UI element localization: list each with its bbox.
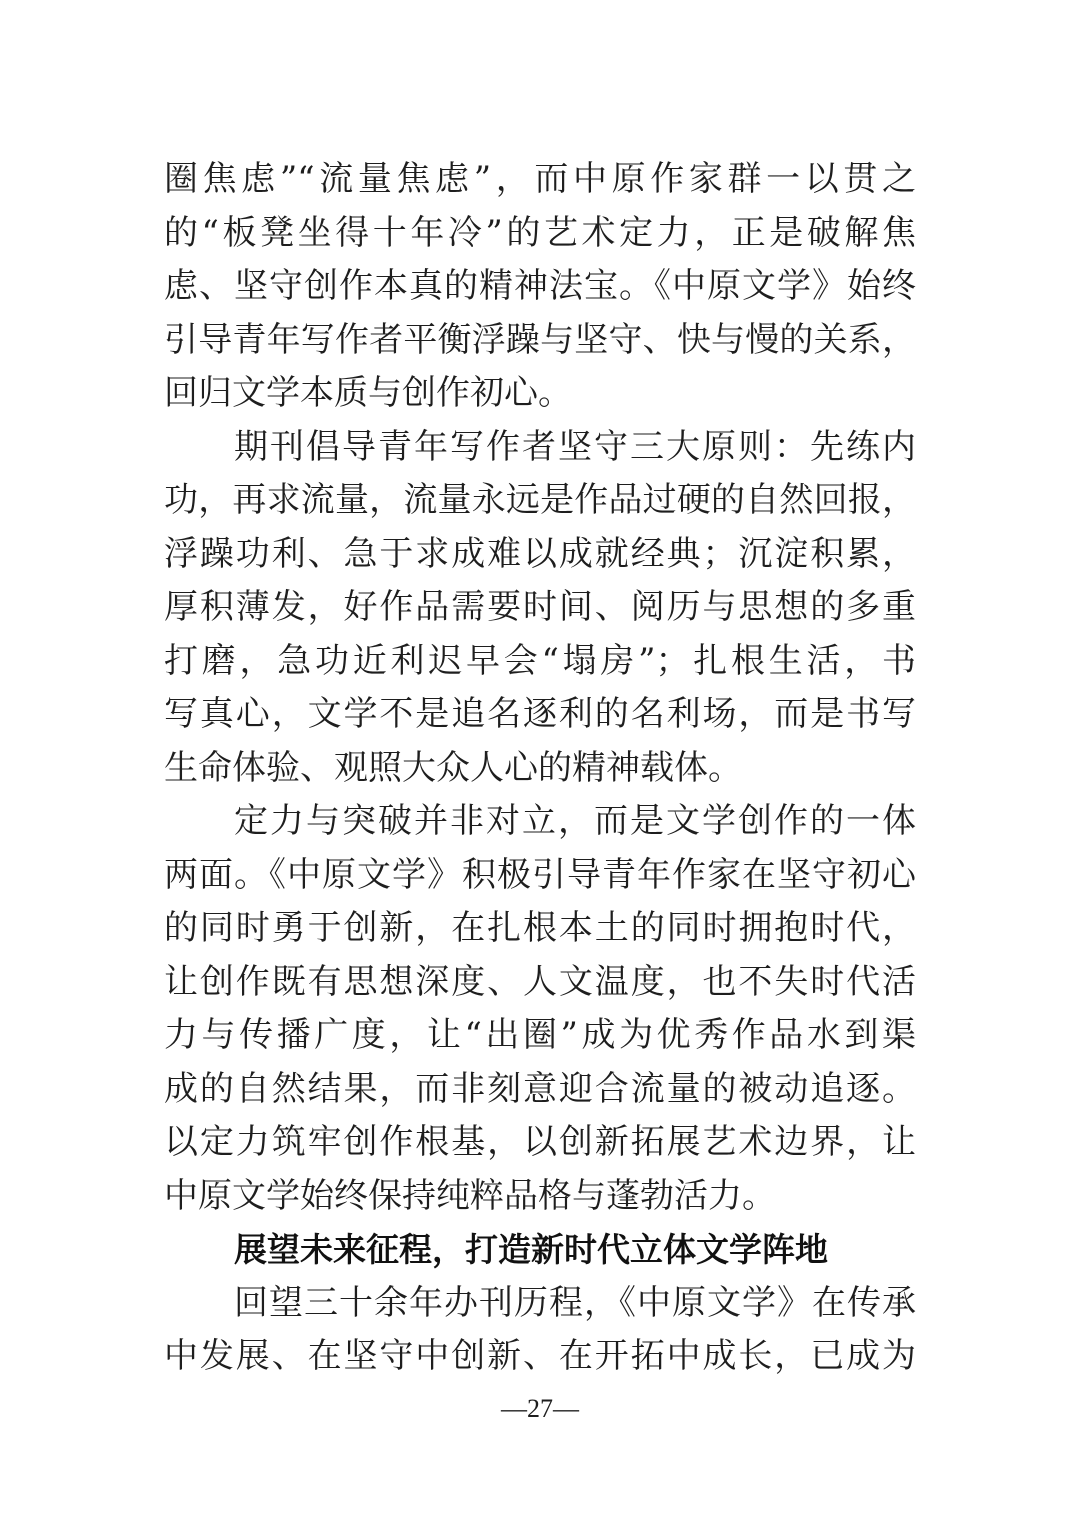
text-line: 的“板凳坐得十年冷”的艺术定力，正是破解焦 [164, 212, 916, 253]
article-body [164, 153, 916, 1384]
text-line: 以定力筑牢创作根基，以创新拓展艺术边界，让 [164, 1122, 916, 1162]
text-line: 功，再求流量，流量永远是作品过硬的自然回报， [164, 480, 916, 520]
text-line: 浮躁功利、急于求成难以成就经典；沉淀积累， [164, 533, 916, 574]
text-line: 中发展、在坚守中创新、在开拓中成长，已成为 [164, 1336, 916, 1376]
text-line: 引导青年写作者平衡浮躁与坚守、快与慢的关系， [164, 319, 916, 360]
text-line: 两面。《中原文学》积极引导青年作家在坚守初心 [164, 854, 916, 895]
text-line: 打磨，急功近利迟早会“塌房”；扎根生活，书 [164, 640, 916, 681]
text-line: 厚积薄发，好作品需要时间、阅历与思想的多重 [164, 587, 916, 627]
text-line: 成的自然结果，而非刻意迎合流量的被动追逐。 [164, 1068, 916, 1109]
text-line: 中原文学始终保持纯粹品格与蓬勃活力。 [164, 1175, 776, 1216]
text-line: 让创作既有思想深度、人文温度，也不失时代活 [164, 961, 916, 1002]
text-line: 力与传播广度，让“出圈”成为优秀作品水到渠 [164, 1015, 916, 1055]
text-line: 虑、坚守创作本真的精神法宝。《中原文学》始终 [164, 266, 916, 306]
paragraph-first-line: 期刊倡导青年写作者坚守三大原则：先练内 [234, 426, 916, 467]
text-line: 回归文学本质与创作初心。 [164, 373, 572, 413]
paragraph-first-line: 回望三十余年办刊历程，《中原文学》在传承 [234, 1282, 916, 1323]
section-heading: 展望未来征程，打造新时代立体文学阵地 [234, 1230, 828, 1269]
text-line: 生命体验、观照大众人心的精神载体。 [164, 747, 742, 788]
text-line: 写真心，文学不是追名逐利的名利场，而是书写 [164, 694, 916, 734]
text-line: 圈焦虑”“流量焦虑”，而中原作家群一以贯之 [164, 159, 916, 199]
page-number: —27— [501, 1394, 579, 1423]
text-line: 的同时勇于创新，在扎根本土的同时拥抱时代， [164, 908, 916, 948]
paragraph-first-line: 定力与突破并非对立，而是文学创作的一体 [234, 801, 916, 841]
